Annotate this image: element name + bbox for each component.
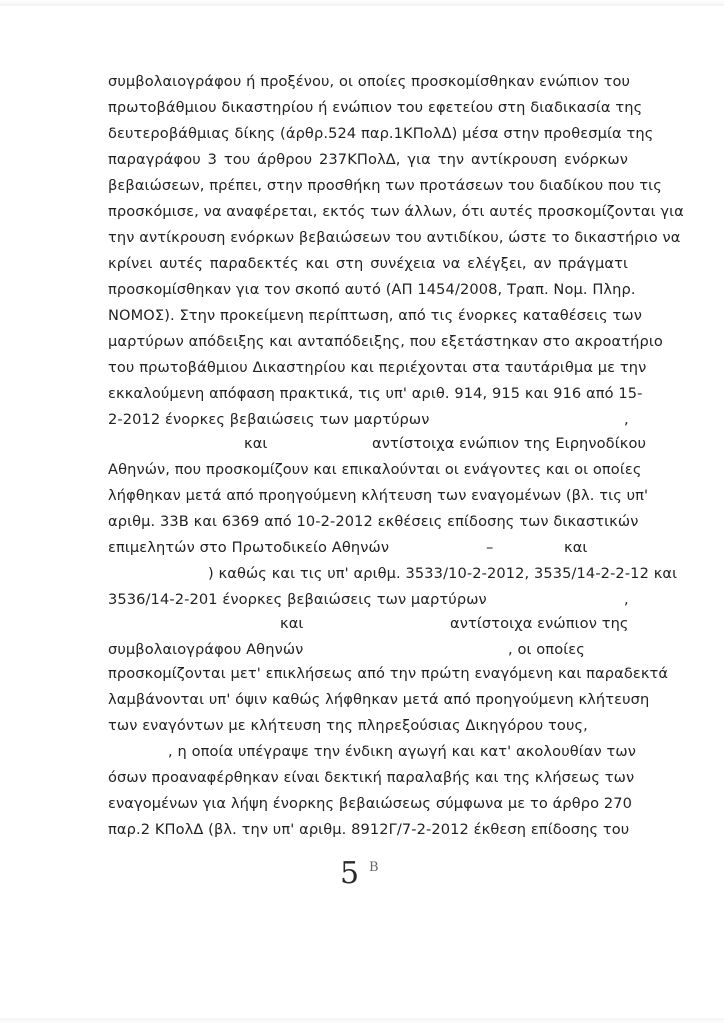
text-fragment: 3536/14-2-201 ένορκες βεβαιώσεις των μαρτύρων xyxy=(108,591,487,608)
text-fragment: 2-2012 ένορκες βεβαιώσεις των μαρτύρων xyxy=(108,411,430,428)
text-line: προσκόμισε, να αναφέρεται, εκτός των άλλων, ότι αυτές προσκομίζονται για xyxy=(108,203,684,220)
text-line: εναγομένων για λήψη ένορκης βεβαιώσεως σύμφωνα με το άρθρο 270 xyxy=(108,795,633,812)
page-number-mark: Β xyxy=(369,860,379,875)
text-fragment: – xyxy=(486,539,494,556)
page-top-edge xyxy=(0,0,724,6)
text-fragment: , οι οποίες xyxy=(508,641,585,658)
text-line: Αθηνών, που προσκομίζουν και επικαλούνται οι ενάγοντες και οι οποίες xyxy=(108,461,642,478)
text-line: λαμβάνονται υπ' όψιν καθώς λήφθηκαν μετά από προηγούμενη κλήτευση xyxy=(108,691,650,708)
text-fragment: και xyxy=(564,539,588,556)
text-line: δευτεροβάθμιας δίκης (άρθρ.524 παρ.1ΚΠολΔ) μέσα στην προθεσμία της xyxy=(108,125,654,142)
text-line: συμβολαιογράφου ή προξένου, οι οποίες προσκομίσθηκαν ενώπιον του xyxy=(108,73,631,90)
text-fragment: συμβολαιογράφου Αθηνών xyxy=(108,641,304,658)
text-line: των εναγόντων με κλήτευση της πληρεξούσιας Δικηγόρου τους, xyxy=(108,717,588,734)
text-line: ΝΟΜΟΣ). Στην προκείμενη περίπτωση, από τις ένορκες καταθέσεις των xyxy=(108,307,642,324)
text-line: εκκαλούμενη απόφαση πρακτικά, τις υπ' αριθ. 914, 915 και 916 από 15- xyxy=(108,385,643,402)
text-line: προσκομίζονται μετ' επικλήσεως από την πρώτη εναγόμενη και παραδεκτά xyxy=(108,665,669,682)
text-line: πρωτοβάθμιου δικαστηρίου ή ενώπιον του εφετείου στη διαδικασία της xyxy=(108,99,643,116)
text-line: κρίνει αυτές παραδεκτές και στη συνέχεια να ελέγξει, αν πράγματι xyxy=(108,255,628,272)
text-fragment: αντίστοιχα ενώπιον της xyxy=(450,615,629,632)
text-fragment: , xyxy=(624,591,629,608)
text-line: του πρωτοβάθμιου Δικαστηρίου και περιέχονται στα ταυτάριθμα με την xyxy=(108,359,647,376)
page-number: 5 xyxy=(340,856,360,891)
text-fragment: και xyxy=(280,615,304,632)
text-fragment: επιμελητών στο Πρωτοδικείο Αθηνών xyxy=(108,539,390,556)
text-fragment: , η οποία υπέγραψε την ένδικη αγωγή και κατ' ακολουθίαν των xyxy=(168,743,636,760)
text-line: προσκομίσθηκαν για τον σκοπό αυτό (ΑΠ 1454/2008, Τραπ. Νομ. Πληρ. xyxy=(108,281,636,298)
page-bottom-edge xyxy=(0,1018,724,1024)
text-fragment: , xyxy=(624,411,629,428)
text-line: βεβαιώσεων, πρέπει, στην προσθήκη των προτάσεων του διαδίκου που τις xyxy=(108,177,662,194)
text-line: λήφθηκαν μετά από προηγούμενη κλήτευση των εναγομένων (βλ. τις υπ' xyxy=(108,487,649,504)
text-fragment: και xyxy=(244,435,268,452)
text-line: μαρτύρων απόδειξης και ανταπόδειξης, που εξετάστηκαν στο ακροατήριο xyxy=(108,333,663,350)
text-fragment: αντίστοιχα ενώπιον της Ειρηνοδίκου xyxy=(372,435,647,452)
text-fragment: ) καθώς και τις υπ' αριθμ. 3533/10-2-2012, 3535/14-2-2-12 και xyxy=(208,565,678,582)
text-line: την αντίκρουση ενόρκων βεβαιώσεων του αντιδίκου, ώστε το δικαστήριο να xyxy=(108,229,681,246)
text-line: παρ.2 ΚΠολΔ (βλ. την υπ' αριθμ. 8912Γ/7-2-2012 έκθεση επίδοσης του xyxy=(108,821,630,838)
text-line: όσων προαναφέρθηκαν είναι δεκτική παραλαβής και της κλήσεως των xyxy=(108,769,635,786)
text-line: παραγράφου 3 του άρθρου 237ΚΠολΔ, για την αντίκρουση ενόρκων xyxy=(108,151,628,168)
text-line: αριθμ. 33Β και 6369 από 10-2-2012 εκθέσεις επίδοσης των δικαστικών xyxy=(108,513,639,530)
